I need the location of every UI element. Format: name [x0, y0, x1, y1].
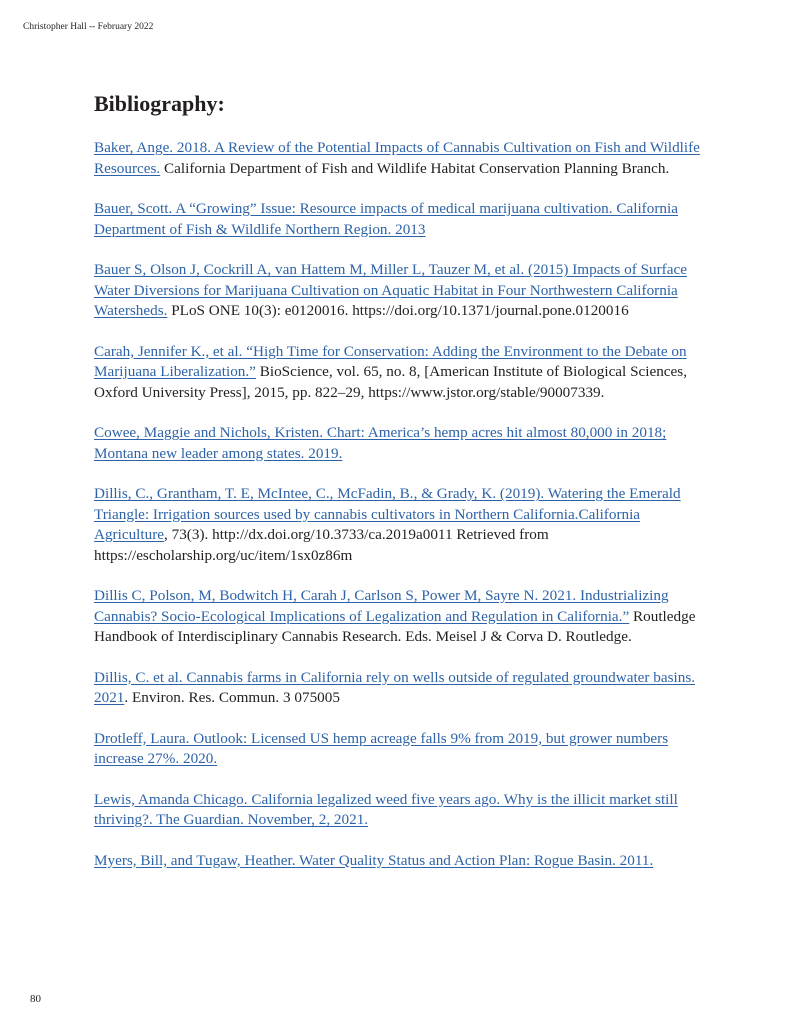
citation-details: . Environ. Res. Commun. 3 075005: [124, 689, 340, 706]
citation-link[interactable]: Myers, Bill, and Tugaw, Heather. Water Quality Status and Action Plan: Rogue Basin. 2011.: [94, 851, 654, 869]
bibliography-entry: [94, 668, 710, 709]
bibliography-heading: Bibliography:: [94, 91, 225, 116]
citation-link[interactable]: Dillis, C., Grantham, T. E, McIntee, C., McFadin, B., & Grady, K. (2019). Watering the Emerald Triangle: Irrigation sources used by cannabis cultivators in Northern California.California Agriculture: [94, 485, 681, 543]
citation-link[interactable]: Baker, Ange. 2018. A Review of the Potential Impacts of Cannabis Cultivation on Fish and Wildlife Resources.: [94, 139, 700, 177]
citation-details: Routledge Handbook of Interdisciplinary Cannabis Research. Eds. Meisel J & Corva D. Routledge.: [94, 607, 696, 645]
citation-details: California Department of Fish and Wildlife Habitat Conservation Planning Branch.: [160, 159, 670, 177]
bibliography-entry: [94, 790, 710, 831]
citation-details: PLoS ONE 10(3): e0120016. https://doi.org/10.1371/journal.pone.0120016: [167, 302, 629, 319]
citation-details: , 73(3). http://dx.doi.org/10.3733/ca.2019a0011 Retrieved from https://escholarship.org/uc/item/1sx0z86m: [94, 526, 549, 564]
bibliography-entry: [94, 138, 710, 179]
page-number: 80: [30, 993, 41, 1005]
running-header: Christopher Hall -- February 2022: [23, 22, 154, 32]
citation-details: BioScience, vol. 65, no. 8, [American Institute of Biological Sciences, Oxford University Press], 2015, pp. 822–29, https://www.jstor.org/stable/90007339.: [94, 363, 687, 401]
citation-link[interactable]: Carah, Jennifer K., et al. “High Time for Conservation: Adding the Environment to the Debate on Marijuana Liberalization.”: [94, 342, 687, 380]
citation-link[interactable]: Dillis C, Polson, M, Bodwitch H, Carah J, Carlson S, Power M, Sayre N. 2021. Industrializing Cannabis? Socio-Ecological Implications of Legalization and Regulation in California.”: [94, 587, 669, 625]
citation-link[interactable]: Bauer S, Olson J, Cockrill A, van Hattem M, Miller L, Tauzer M, et al. (2015) Impacts of Surface Water Diversions for Marijuana Cultivation on Aquatic Habitat in Four Northwestern California Watersheds.: [94, 261, 687, 319]
bibliography-entry: [94, 199, 710, 240]
citation-link[interactable]: Bauer, Scott. A “Growing” Issue: Resource impacts of medical marijuana cultivation. California Department of Fish & Wildlife Northern Region. 2013: [94, 200, 678, 238]
citation-link[interactable]: Drotleff, Laura. Outlook: Licensed US hemp acreage falls 9% from 2019, but grower numbers increase 27%. 2020.: [94, 729, 669, 767]
bibliography-entry: [94, 342, 710, 404]
citation-link[interactable]: Lewis, Amanda Chicago. California legalized weed five years ago. Why is the illicit market still thriving?. The Guardian. November, 2, 2021.: [94, 790, 678, 828]
bibliography-entry: [94, 729, 710, 770]
citation-link[interactable]: Cowee, Maggie and Nichols, Kristen. Chart: America’s hemp acres hit almost 80,000 in 2018; Montana new leader among states. 2019.: [94, 424, 667, 462]
bibliography-entry: [94, 851, 710, 872]
citation-link[interactable]: Dillis, C. et al. Cannabis farms in California rely on wells outside of regulated groundwater basins. 2021: [94, 668, 696, 706]
bibliography-section: [94, 90, 710, 891]
bibliography-entry: [94, 586, 710, 648]
bibliography-entry: [94, 260, 710, 322]
bibliography-entry: [94, 423, 710, 464]
bibliography-entry: [94, 484, 710, 566]
